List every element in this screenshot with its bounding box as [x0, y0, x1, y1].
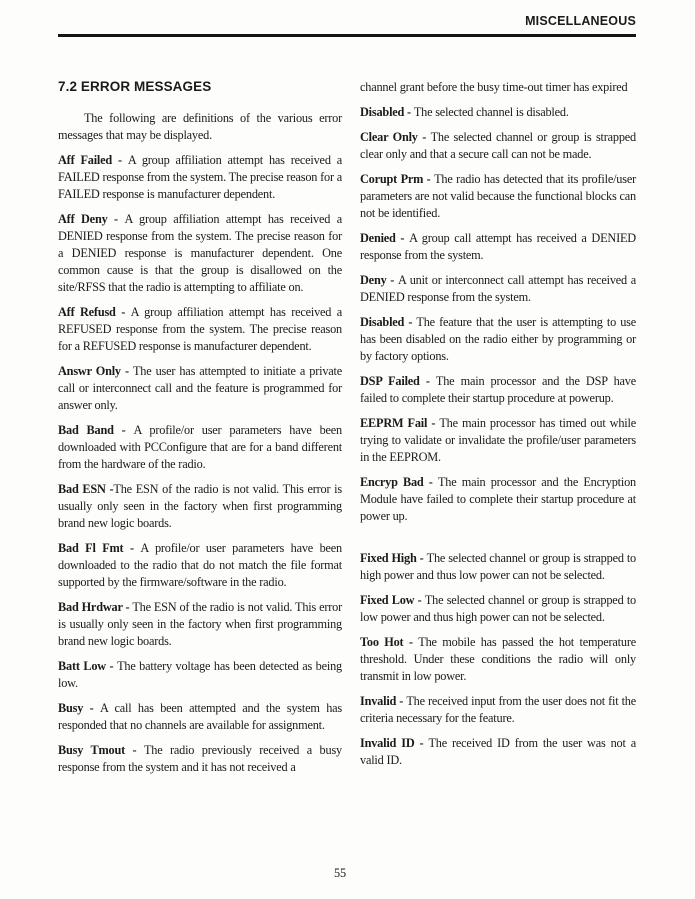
error-term: Deny - — [360, 273, 398, 287]
intro-paragraph: The following are definitions of the various error messages that may be displayed. — [58, 111, 342, 142]
left-column — [58, 79, 342, 784]
error-definition: The received input from the user does not fit the criteria necessary for the feature. — [360, 694, 636, 725]
error-term: Denied - — [360, 231, 410, 245]
error-term: Aff Refusd - — [58, 305, 131, 319]
error-definition: A profile/or user parameters have been downloaded to the radio that do not match the file format supported by the firmware/software in the radio. — [58, 541, 342, 589]
section-title: 7.2 ERROR MESSAGES — [58, 79, 212, 94]
error-term: Disabled - — [360, 315, 417, 329]
error-definition: A group call attempt has received a DENIED response from the system. — [360, 231, 636, 262]
error-term: Disabled - — [360, 105, 414, 119]
error-term: Aff Deny - — [58, 212, 125, 226]
error-entry-invalid-id — [360, 735, 636, 769]
page-header: MISCELLANEOUS — [525, 14, 636, 28]
error-term: Answr Only - — [58, 364, 133, 378]
error-entry-bad-band — [58, 422, 342, 473]
error-entry-deny — [360, 272, 636, 306]
error-entry-aff-failed — [58, 152, 342, 203]
error-entry-bad-hrdwar — [58, 599, 342, 650]
error-term: DSP Failed - — [360, 374, 436, 388]
error-entry-denied — [360, 230, 636, 264]
error-entry-eeprm-fail — [360, 415, 636, 466]
error-term: Fixed Low - — [360, 593, 425, 607]
error-term: Fixed High - — [360, 551, 427, 565]
error-definition: A group affiliation attempt has received a FAILED response from the system. The precise reason for a FAILED response is manufacturer dependent. — [58, 153, 342, 201]
error-entry-bad-esn — [58, 481, 342, 532]
error-entry-clear-only — [360, 129, 636, 163]
error-term: Invalid - — [360, 694, 407, 708]
error-definition: The selected channel or group is strapped to low power and thus high power can not be selected. — [360, 593, 636, 624]
error-definition: The received ID from the user was not a valid ID. — [360, 736, 636, 767]
error-entry-disabled-feature — [360, 314, 636, 365]
page-number: 55 — [334, 866, 346, 880]
error-term: Encryp Bad - — [360, 475, 438, 489]
error-definition: The ESN of the radio is not valid. This error is usually only seen in the factory when first programming brand new logic boards. — [58, 482, 342, 530]
header-rule — [58, 34, 636, 37]
column-gap-spacer — [360, 533, 636, 550]
error-definition: The feature that the user is attempting to use has been disabled on the radio either by programming or by factory options. — [360, 315, 637, 363]
error-term: Bad Band - — [58, 423, 134, 437]
error-definition: A call has been attempted and the system has responded that no channels are available for assignment. — [58, 701, 342, 732]
error-term: Too Hot - — [360, 635, 419, 649]
error-entry-dsp-failed — [360, 373, 636, 407]
error-definition: The ESN of the radio is not valid. This error is usually only seen in the factory when first programming brand new logic boards. — [58, 600, 342, 648]
error-definition: The selected channel or group is strapped clear only and that a secure call can not be made. — [360, 130, 637, 161]
error-definition: The main processor and the DSP have failed to complete their startup procedure at powerup. — [360, 374, 636, 405]
error-term: Aff Failed - — [58, 153, 128, 167]
error-term: Bad ESN - — [58, 482, 114, 496]
error-term: Invalid ID - — [360, 736, 429, 750]
error-entry-fixed-low — [360, 592, 636, 626]
error-entry-batt-low — [58, 658, 342, 692]
error-entry-aff-refusd — [58, 304, 342, 355]
error-term: Busy - — [58, 701, 101, 715]
error-entry-disabled-channel — [360, 104, 636, 121]
error-definition: A group affiliation attempt has received a REFUSED response from the system. The precise reason for a REFUSED response is manufacturer dependent. — [58, 305, 342, 353]
error-entry-busy — [58, 700, 342, 734]
error-definition: The main processor and the Encryption Module have failed to complete their startup procedure at power up. — [360, 475, 636, 523]
error-entry-busy-tmout — [58, 742, 342, 776]
error-definition: The selected channel or group is strapped to high power and thus low power can not be selected. — [360, 551, 637, 582]
error-term: Clear Only - — [360, 130, 431, 144]
two-column-content — [58, 79, 636, 784]
error-entry-encryp-bad — [360, 474, 636, 525]
error-entry-continuation — [360, 79, 636, 96]
error-term: Bad Fl Fmt - — [58, 541, 141, 555]
error-entry-invalid — [360, 693, 636, 727]
error-definition: The user has attempted to initiate a private call or interconnect call and the feature is programmed for answer only. — [58, 364, 343, 412]
error-definition: The radio previously received a busy response from the system and it has not received a — [58, 743, 342, 774]
error-entry-aff-deny — [58, 211, 342, 296]
error-entry-answr-only — [58, 363, 342, 414]
error-definition: The battery voltage has been detected as being low. — [58, 659, 343, 690]
error-entry-fixed-high — [360, 550, 636, 584]
error-definition: The selected channel is disabled. — [413, 105, 569, 119]
error-definition: The radio has detected that its profile/user parameters are not valid because the functional blocks can not be identified. — [360, 172, 636, 220]
error-entry-corupt-prm — [360, 171, 636, 222]
error-term: Batt Low - — [58, 659, 118, 673]
error-definition: A profile/or user parameters have been downloaded with PCConfigure that are for a band different from the hardware of the radio. — [58, 423, 342, 471]
error-entry-too-hot — [360, 634, 636, 685]
error-entry-bad-fl-fmt — [58, 540, 342, 591]
error-term: EEPRM Fail - — [360, 416, 440, 430]
error-term: Bad Hrdwar - — [58, 600, 133, 614]
error-definition: The main processor has timed out while trying to validate or invalidate the profile/user parameters in the EEPROM. — [360, 416, 636, 464]
error-term: Corupt Prm - — [360, 172, 435, 186]
error-definition: A unit or interconnect call attempt has received a DENIED response from the system. — [360, 273, 637, 304]
error-definition: The mobile has passed the hot temperature threshold. Under these conditions the radio will only transmit in low power. — [360, 635, 636, 683]
error-definition: A group affiliation attempt has received a DENIED response from the system. The precise reason for a DENIED response is manufacturer dependent. One common cause is that the group is disallowed on the site/RFSS that the radio is attempting to affiliate on. — [58, 212, 342, 294]
error-term: Busy Tmout - — [58, 743, 144, 757]
right-column — [360, 79, 636, 784]
error-definition: channel grant before the busy time-out timer has expired — [360, 80, 628, 94]
